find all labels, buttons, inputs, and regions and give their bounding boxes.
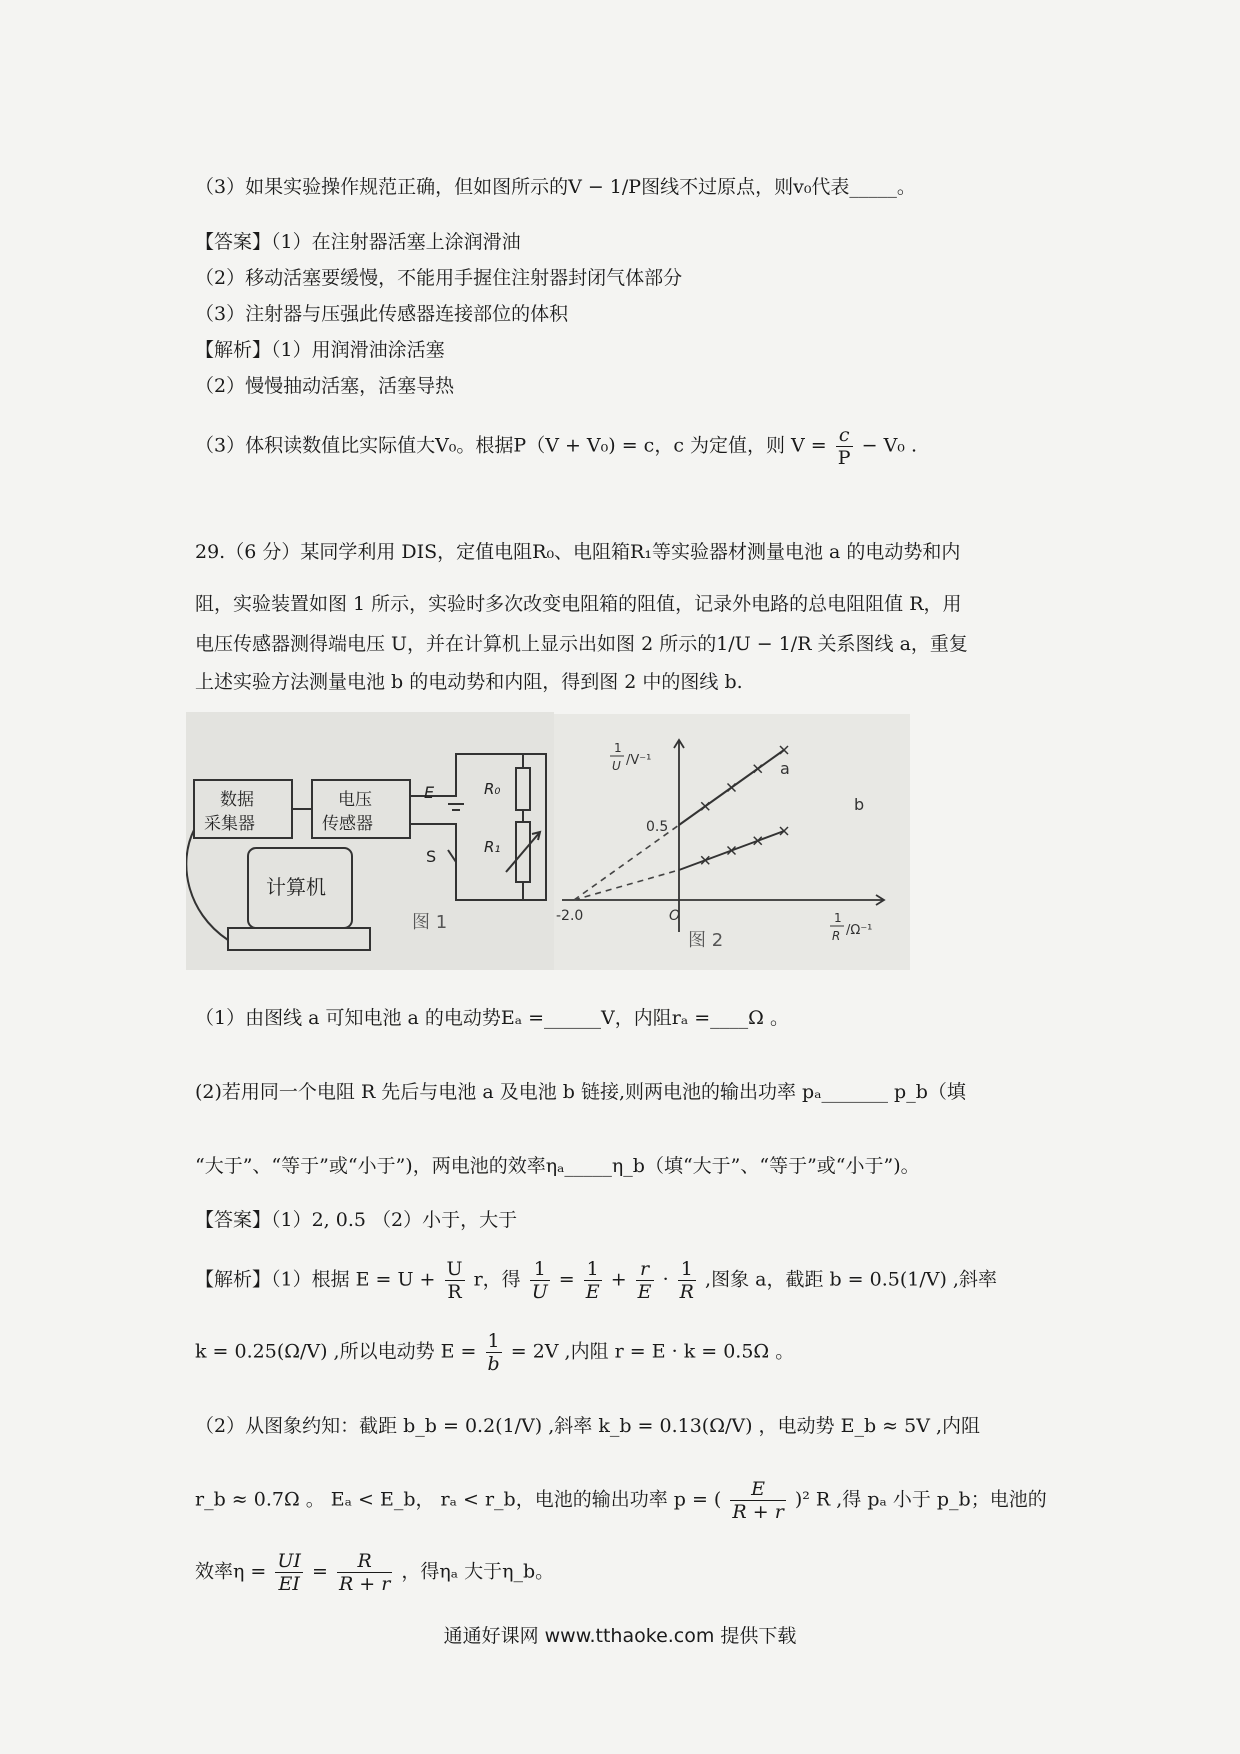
figure-1-circuit (186, 712, 554, 970)
x-tick-neg-2: -2.0 (556, 908, 584, 924)
chart-1u-1r (554, 714, 910, 970)
line-b-label: b (854, 795, 865, 814)
fraction-1-over-b: $\frac{1}{b}$ (487, 1330, 500, 1375)
fraction-r-over-e: $\frac{r}{E}$ (637, 1258, 652, 1303)
analysis-item-3 (195, 424, 917, 469)
q29-analysis-line-1 (195, 1258, 997, 1303)
line-a-label: a (780, 759, 790, 778)
fraction-r-over-r-plus-r: $\frac{R}{R + r}$ (338, 1550, 391, 1595)
label-r0: R₀ (484, 780, 501, 798)
fraction-c-over-p (836, 424, 853, 469)
sensor-label-2: 传感器 (322, 814, 373, 834)
circuit-diagram (186, 712, 554, 970)
fraction-ui-over-ei: $\frac{UI}{EI}$ (277, 1550, 301, 1595)
computer-keyboard (228, 928, 370, 950)
series-a-point (780, 746, 788, 754)
series-a-point (754, 765, 762, 773)
fraction-numerator: c (836, 424, 853, 447)
analysis-text: = 2V ,内阻 r = E · k = 0.5Ω 。 (510, 1340, 795, 1363)
q29-answer: 【答案】（1）2, 0.5 （2）小于，大于 (195, 1209, 518, 1231)
equals-sign: = (558, 1268, 575, 1291)
page-footer: 通通好课网 www.tthaoke.com 提供下载 (443, 1625, 797, 1647)
figure-2-caption: 图 2 (688, 930, 724, 951)
y-label-den: U (612, 759, 621, 773)
resistor-r0 (516, 768, 530, 810)
switch-s (448, 850, 456, 862)
analysis-text: 【解析】（1）根据 E = U + (195, 1268, 436, 1291)
q28-part3: （3）如果实验操作规范正确，但如图所示的V − 1/P图线不过原点，则v₀代表_____。 (195, 176, 916, 198)
fraction-1-over-r: $\frac{1}{R}$ (679, 1258, 694, 1303)
fraction-e-over-r-plus-r: $\frac{E}{R + r}$ (732, 1478, 784, 1523)
label-s: S (426, 847, 437, 866)
answer-item-3: （3）注射器与压强此传感器连接部位的体积 (195, 303, 569, 325)
y-tick-0-5: 0.5 (646, 819, 669, 835)
series-b-extrapolation (574, 870, 679, 900)
figure-2-graph (554, 714, 910, 970)
fraction-1-over-e: $\frac{1}{E}$ (585, 1258, 600, 1303)
analysis-text: r_b ≈ 0.7Ω 。 Eₐ < E_b， rₐ < r_b，电池的输出功率 p = ( (195, 1488, 722, 1511)
label-r1: R₁ (484, 838, 501, 856)
y-label-unit: /V⁻¹ (626, 753, 652, 768)
q29-analysis-line-5 (195, 1550, 554, 1595)
q29-stem-line-3: 电压传感器测得端电压 U，并在计算机上显示出如图 2 所示的1/U − 1/R 关系图线 a，重复 (195, 633, 968, 655)
series-a-point (701, 802, 709, 810)
plus-sign: + (610, 1268, 627, 1291)
origin-label: O (669, 908, 681, 924)
fraction-1-over-u: $\frac{1}{U}$ (531, 1258, 548, 1303)
analysis-text: ,图象 a，截距 b = 0.5(1/V) ,斜率 (705, 1268, 997, 1291)
x-label-unit: /Ω⁻¹ (846, 923, 873, 938)
q29-stem-line-2: 阻，实验装置如图 1 所示，实验时多次改变电阻箱的阻值，记录外电路的总电阻阻值 R，用 (195, 593, 962, 615)
analysis-3-text: （3）体积读数值比实际值大V₀。根据P（V + V₀) = c，c 为定值，则 V = (195, 434, 827, 457)
analysis-heading: 【解析】（1）用润滑油涂活塞 (195, 339, 445, 361)
q29-analysis-line-4 (195, 1478, 1047, 1523)
fraction-denominator: P (837, 447, 851, 469)
analysis-text: )² R ,得 pₐ 小于 p_b；电池的 (794, 1488, 1047, 1511)
q29-stem-line-1: 29.（6 分）某同学利用 DIS，定值电阻R₀、电阻箱R₁等实验器材测量电池 a 的电动势和内 (195, 541, 961, 563)
figure-1-caption: 图 1 (412, 912, 448, 933)
series-a-point (728, 784, 736, 792)
sensor-label-1: 电压 (338, 790, 372, 810)
analysis-3-tail: − V₀ . (861, 434, 918, 457)
q29-part1: （1）由图线 a 可知电池 a 的电动势Eₐ =______V，内阻rₐ =____Ω 。 (195, 1007, 789, 1029)
analysis-text: 效率η = (195, 1560, 267, 1583)
y-label-num: 1 (614, 741, 622, 755)
q29-stem-line-4: 上述实验方法测量电池 b 的电动势和内阻，得到图 2 中的图线 b. (195, 671, 743, 693)
q29-part2-line2: “大于”、“等于”或“小于”)，两电池的效率ηₐ_____η_b（填“大于”、“等于”或“小于”)。 (195, 1155, 920, 1177)
answer-item-2: （2）移动活塞要缓慢，不能用手握住注射器封闭气体部分 (195, 267, 683, 289)
collector-label-2: 采集器 (204, 814, 255, 834)
analysis-text: k = 0.25(Ω/V) ,所以电动势 E = (195, 1340, 477, 1363)
q29-analysis-line-3: （2）从图象约知：截距 b_b = 0.2(1/V) ,斜率 k_b = 0.13(Ω/V) ，电动势 E_b ≈ 5V ,内阻 (195, 1415, 981, 1437)
computer-label: 计算机 (266, 875, 326, 899)
x-label-den: R (832, 929, 841, 943)
equals-sign: = (311, 1560, 328, 1583)
analysis-text: ，得ηₐ 大于η_b。 (401, 1560, 555, 1583)
q29-part2-line1: (2)若用同一个电阻 R 先后与电池 a 及电池 b 链接,则两电池的输出功率 pₐ_______ p_b（填 (195, 1081, 966, 1103)
series-a-extrapolation (574, 825, 679, 900)
dot-operator: · (662, 1268, 669, 1291)
analysis-text: r，得 (473, 1268, 521, 1291)
analysis-item-2: （2）慢慢抽动活塞，活塞导热 (195, 375, 455, 397)
label-e: E (424, 783, 435, 802)
fraction-u-over-r: $\frac{U}{R}$ (446, 1258, 463, 1303)
q29-analysis-line-2 (195, 1330, 794, 1375)
collector-label-1: 数据 (220, 790, 254, 810)
answer-heading: 【答案】（1）在注射器活塞上涂润滑油 (195, 231, 521, 253)
x-label-num: 1 (834, 911, 842, 925)
